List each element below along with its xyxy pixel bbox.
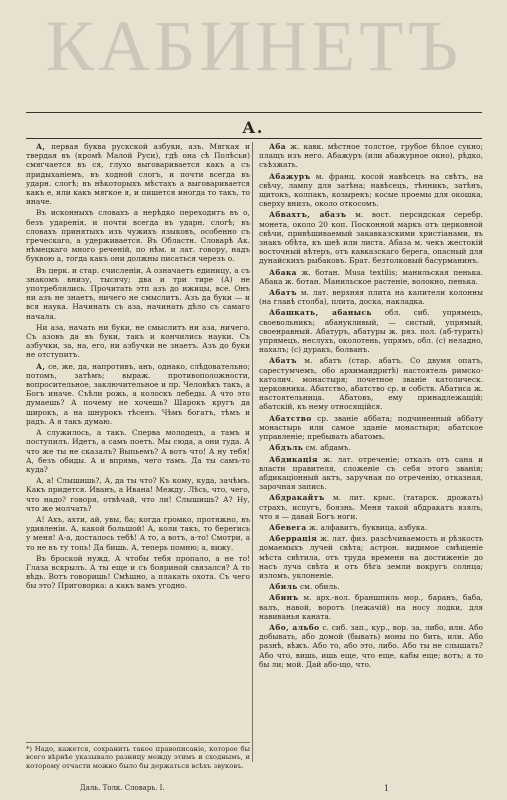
entry-text: ср. званіе аббата; подчиненный аббату монастырь или самое зданіе монастыря; абатское управленіе; пребывать абатомъ. (259, 413, 483, 442)
dictionary-entry (26, 362, 250, 426)
entry-headword: Абатъ (269, 356, 297, 366)
header-rule (26, 112, 482, 113)
entry-text: м. вост. персидская серебр. монета, около 20 коп. Посконной маркъ отъ церковной свѣчи, привѣшиваемый закавказскими христіанами, въ знакъ обѣта, къ шеѣ или листа. Абаза м. чекъ жестокій восточный вѣтеръ, отъ кавказскаго берега, опасный для дунайскихъ рыбаковъ. Брат. безтолковый басурманинъ. (259, 210, 483, 266)
entry-headword: Абвахтъ, абазъ (269, 210, 347, 220)
entry-text: Въ церк. и стар. счисленіи, А означаетъ единицу, а съ знакомъ внизу, тысячу; два и три тире (А) не употреблялись. Прочитать этп азъ до ижицы, все. Онъ ни азъ не знаетъ, ничего не смыслитъ. Азъ да буки — и вся наука. Начинать съ аза, начинать дѣло съ самаго начала. (26, 265, 250, 321)
dictionary-entry (26, 515, 250, 552)
footnote: *) Надо, кажется, сохранить такое правописаніе, которое бы всего вѣрнѣе указывало разницу между этимъ и сходнымъ, и которому отчасти можно было бы держаться всѣхъ звуковъ. (26, 742, 250, 770)
left-column (26, 142, 250, 762)
dictionary-entry (259, 172, 483, 209)
section-letter: A. (242, 118, 265, 137)
dictionary-entry (26, 554, 250, 591)
entry-text: ж. лат. физ. разсѣчиваемость и рѣзкость домаемыхъ лучей свѣта; астрон. видимое смѣщеніе мѣста свѣтила, отъ труда времени на достиженіе до насъ луча свѣта и отъ бѣга земли вокругъ солнца; изломъ, уклоненіе. (259, 534, 483, 580)
footer-signature: Даль. Толк. Словарь. I. (80, 784, 165, 792)
entry-text: Въ исконныхъ словахъ а нерѣдко переходитъ въ о, безъ ударенія, и почти всегда въ ударн. слогѣ; въ словахъ принятыхъ изъ чужихъ языковъ, особенно съ греческаго, а удерживается. Въ Областн. Словарѣ Ак. нѣмецкаго много реченій, по нѣм. и лат. говору, надъ буквою а, тогда какъ они должны писаться черезъ о. (26, 208, 250, 264)
entry-headword: Аберрація (269, 534, 318, 544)
dictionary-entry (259, 582, 483, 591)
dictionary-entry (26, 208, 250, 263)
entry-text: А, а! Слышишь?, А, да ты что? Къ кому, куда, зачѣмъ. Какъ придется. Иванъ, а Ивана! Между. Лѣсь, что, чего, что надо? говоря, отвѣчай, что ли! Слышишь? А? Ну, что же молчать? (26, 476, 250, 513)
entry-text: см. абдамъ. (305, 443, 351, 453)
dictionary-entry (259, 356, 483, 411)
section-rule (26, 138, 482, 139)
dictionary-entry (259, 268, 483, 286)
entry-text: ж. лат. отреченіе; отказъ отъ сана и власти правителя, сложеніе съ себя этого званія; абдикаціонный актъ, заручная по отреченію, отказная, зарочная запись. (259, 454, 483, 492)
entry-headword: Абдикація (269, 454, 318, 464)
entry-headword: Аба (269, 142, 286, 151)
right-column (259, 142, 483, 762)
entry-text: Въ броской нужд. А чтобы тебя пропало, а не то! Глаза вскрылъ. А ты еще и съ бояриной связался? А то вѣдь. Вотъ говоришь! Смѣшно, а плакать охота. Съ чего бы это? Приговорка: а какъ вамъ угодно. (26, 553, 250, 591)
dictionary-entry (259, 593, 483, 621)
header-title: КАБИНЕТЪ (45, 6, 463, 86)
entry-text: ж. кавк. мѣстное толстое, грубое бѣлое сукно; плащъ изъ него. Абажуръ (или абажурное окно), рѣдко, съѣзжать. (259, 142, 483, 170)
page-number: 1 (384, 784, 390, 793)
entry-text: обл. сиб. упрямецъ, своевольникъ; абанукливый, — систый, упрямый, своенравный. Абатуръ, абатуры ж. ряз. пол. (аб-турить) упрямецъ, неслухъ, околотень, упрямъ, обл. (с) неладно, нахалъ; (с) дуракъ, болванъ. (259, 308, 483, 355)
entry-headword: Абатъ (269, 288, 297, 298)
entry-headword: Абевега (269, 522, 307, 532)
entry-headword: Абашкать, абанысь (269, 308, 372, 318)
entry-text: м. арх.-вол. браншпиль мор., баранъ, баба, валъ, навой, воротъ (лежачій) на носу лодки, для навиванья каната. (259, 593, 483, 621)
dictionary-entry (259, 414, 483, 442)
entry-headword: А, (36, 142, 46, 151)
entry-text: м. лит. крыс. (татарск. дрожать) страхъ, испугъ, боязнь. Меня такой абдракатъ взялъ, что я — давай Богъ ноги. (259, 493, 483, 521)
dictionary-entry (26, 142, 250, 206)
entry-text: м. франц. косой навѣсецъ на свѣтъ, на свѣчу, лампу для затѣна; навѣсецъ, тѣнникъ, затѣнъ, щитокъ, колпакъ, козырекъ; косые проемы для окошка, сверху внизъ, около откосомъ. (259, 171, 483, 209)
dictionary-entry (259, 443, 483, 452)
dictionary-entry (259, 288, 483, 306)
entry-text: см. обиль. (300, 582, 340, 592)
entry-text: ж. ботан. Musa textilis; манильская пенька. Абака ж. ботан. Манильское растеніе, волокно, пенька. (259, 267, 483, 286)
dictionary-entry (26, 323, 250, 360)
entry-text: м. лат. верхняя плита на капители колонны (на главѣ столба), плита, доска, накладка. (259, 288, 483, 307)
entry-headword: Абатство (269, 413, 312, 423)
entry-text: А служилось, a такъ. Сперва молодецъ, а тамъ и поступилъ. Идетъ, а самъ поетъ. Мы сюда, а они туда. А что же ты не сказалъ? Выпьемъ? А вотъ что! А ну тебя! А, безъ обиды. А и впрямь, чего тамъ. Да ты самъ-то куда? (26, 428, 250, 474)
entry-text: первая буква рускской азбуки, азъ. Мягкая и твердая въ (кромѣ Малой Руси), гдѣ она сѣ Полѣсьи) смягчается въ ся, глухо выговаривается какъ а съ придыханіемъ, въ ходной слогъ, и почти всегда въ ударн. слогѣ; въ нѣкоторыхъ мѣстахъ а выговаривается какъ е, или какъ мягкое я, и пишется иногда то такъ, то иначе. (26, 142, 250, 207)
entry-text: с. сиб. зап., кур., вор. за, либо, или. Або добывать, або домой (бывать) моны по бить, или. Або разнѣ, вѣжъ. Або то, або это, либо. Або ты не слышать? Або что, вишь, ишь еще, что еще, кабы еще; вотъ; а то бы ли; мой. Дай або-що, что. (259, 622, 483, 669)
dictionary-entry (259, 493, 483, 521)
entry-headword: Абака (269, 267, 297, 277)
dictionary-entry (26, 428, 250, 474)
entry-headword: Або, альбо (269, 622, 320, 632)
dictionary-entry (26, 476, 250, 513)
dictionary-entry (259, 623, 483, 669)
dictionary-entry (259, 142, 483, 170)
dictionary-entry (259, 210, 483, 265)
entry-headword: Абдракайтъ (269, 493, 325, 503)
entry-headword: А, (36, 361, 46, 371)
dictionary-entry (259, 534, 483, 580)
entry-text: Ни аза, начать ни буки, не смыслитъ ни аза, ничего. Съ азовъ да въ буки, такъ и кончились науки. Съ азбучки, за, на, его, ни азбучки не знаетъ. Азъ до буки не отступитъ. (26, 322, 250, 360)
dictionary-entry (259, 523, 483, 532)
entry-text: А! Ахъ, ахти, ай, увы, ба; когда громко, протяжно, въ удивленіи. А, какой большой! А, коли такъ, то берегись у меня! А-а, досталось тебѣ! А то, а вотъ, а-то! Смотри, а то не въ ту топь! Да бишь. А, теперь помню; а, вижу. (26, 514, 250, 552)
entry-headword: Абажуръ (269, 171, 311, 181)
dictionary-entry (26, 266, 250, 321)
entry-text: се, же, да, напротивъ, анъ, однако, слѣдовательно; потомъ, затѣмъ; выраж. противоположности, вопросительное, заключительное и пр. Человѣкъ такъ, а Богъ иначе. Съѣли рожь, а колоскъ лебеды. А что это думаешь? А почему не хочешь? Шарокъ кругъ да широкъ, а на шнурокъ тѣсенъ. Чѣмъ богатъ, тѣмъ и радъ. А я такъ думаю. (26, 361, 250, 426)
dictionary-entry (259, 308, 483, 354)
entry-text: м. абатъ (стар. абатъ. Со двумя опатъ, сарестумчемъ, обо архимандритѣ) настоятель римско-католич. монастыря; почетное званіе католическ. церковника. Абатство, абатство ср. и собств. Абатиса ж. настоятельница. Абатовъ, ему принадлежащій; абатскій, къ нему относящійся. (259, 356, 483, 412)
dictionary-entry (259, 455, 483, 492)
entry-headword: Абинъ (269, 593, 299, 603)
column-divider (252, 142, 253, 762)
entry-headword: Абиль (269, 582, 298, 592)
entry-headword: Абдъль (269, 443, 304, 453)
entry-text: ж. алфавитъ, буквица, азбука. (308, 522, 428, 532)
